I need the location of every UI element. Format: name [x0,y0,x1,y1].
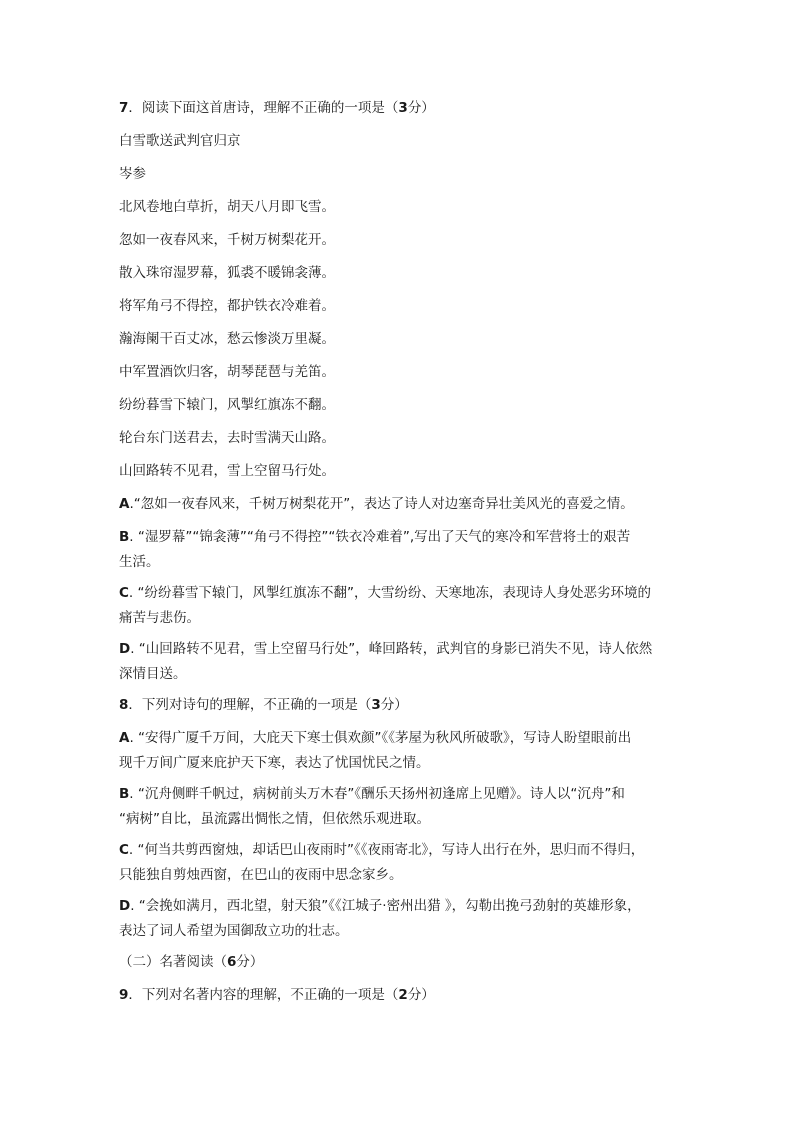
poem-line: 忽如一夜春风来，千树万树梨花开。 [119,232,335,248]
q7-score: 3 [398,100,408,116]
option-label: A [119,496,130,512]
section-2-title-end: 分） [236,954,264,970]
q7-number: 7 [119,100,129,116]
option-label: C [119,585,129,601]
q7-option-c [119,583,689,603]
option-text: . “沉舟侧畔千帆过，病树前头万木春”《酬乐天扬州初逢席上见赠》。诗人以“沉舟”和 [129,786,625,802]
q8-option-b-cont: “病树”自比，虽流露出惆怅之情，但依然乐观进取。 [119,811,430,827]
q9-stem-end: 分） [407,987,435,1003]
option-text: . “安得广厦千万间，大庇天下寒士俱欢颜”《《茅屋为秋风所破歌》，写诗人盼望眼前出 [129,730,632,746]
q7-option-b-cont: 生活。 [119,554,160,570]
option-label: B [119,529,130,545]
option-label: D [119,898,131,914]
poem-author: 岑参 [119,166,146,182]
section-2-title [119,952,689,972]
q8-option-b [119,784,689,804]
q7-stem-end: 分） [407,100,435,116]
option-text: . “山回路转不见君，雪上空留马行处”，峰回路转，武判官的身影已消失不见，诗人依然 [130,641,653,657]
q7-option-a [119,494,689,514]
option-label: D [119,641,131,657]
q7-option-c-cont: 痛苦与悲伤。 [119,610,200,626]
option-text: . “何当共剪西窗烛，却话巴山夜雨时”《《夜雨寄北》，写诗人出行在外，思归而不得归， [128,842,645,858]
q9-score: 2 [398,987,408,1003]
q9-stem [119,985,689,1005]
q8-option-a [119,728,689,748]
poem-line: 轮台东门送君去，去时雪满天山路。 [119,430,335,446]
option-text: . “纷纷暮雪下辕门，风掣红旗冻不翻”，大雪纷纷、天寒地冻，表现诗人身处恶劣环境的 [128,585,651,601]
poem-line: 散入珠帘湿罗幕，狐裘不暖锦衾薄。 [119,265,335,281]
option-text: .“忽如一夜春风来，千树万树梨花开”，表达了诗人对边塞奇异壮美风光的喜爱之情。 [129,496,634,512]
q8-number: 8 [119,697,129,713]
q7-stem [119,98,689,118]
q9-number: 9 [119,987,129,1003]
q8-option-d [119,896,689,916]
q8-stem [119,695,689,715]
option-label: A [119,730,130,746]
q8-option-c-cont: 只能独自剪烛西窗，在巴山的夜雨中思念家乡。 [119,867,403,883]
q7-stem-text: ．阅读下面这首唐诗，理解不正确的一项是（ [128,100,399,116]
q8-option-c [119,840,689,860]
q8-option-d-cont: 表达了词人希望为国御敌立功的壮志。 [119,923,349,939]
section-2-score: 6 [227,954,237,970]
q7-option-d-cont: 深情目送。 [119,666,187,682]
q8-stem-text: ．下列对诗句的理解，不正确的一项是（ [128,697,372,713]
poem-line: 中军置酒饮归客，胡琴琵琶与羌笛。 [119,364,335,380]
q8-stem-end: 分） [380,697,408,713]
section-2-title-text: （二）名著阅读（ [119,954,227,970]
poem-line: 山回路转不见君，雪上空留马行处。 [119,463,335,479]
q7-option-b [119,527,689,547]
option-text: . “湿罗幕”“锦衾薄”“角弓不得控”“铁衣冷难着”,写出了天气的寒冷和军营将士的艰苦 [129,529,631,545]
poem-title: 白雪歌送武判官归京 [119,133,241,149]
poem-line: 将军角弓不得控，都护铁衣冷难着。 [119,298,335,314]
q8-score: 3 [371,697,381,713]
poem-line: 瀚海阑干百丈冰，愁云惨淡万里凝。 [119,331,335,347]
q7-option-d [119,639,689,659]
option-label: B [119,786,130,802]
option-text: . “会挽如满月，西北望，射天狼”《《江城子·密州出猎 》，勾勒出挽弓劲射的英雄形象， [130,898,641,914]
poem-line: 北风卷地白草折，胡天八月即飞雪。 [119,199,335,215]
q8-option-a-cont: 现千万间广厦来庇护天下寒，表达了忧国忧民之情。 [119,755,430,771]
option-label: C [119,842,129,858]
q9-stem-text: ．下列对名著内容的理解，不正确的一项是（ [128,987,399,1003]
poem-line: 纷纷暮雪下辕门，风掣红旗冻不翻。 [119,397,335,413]
